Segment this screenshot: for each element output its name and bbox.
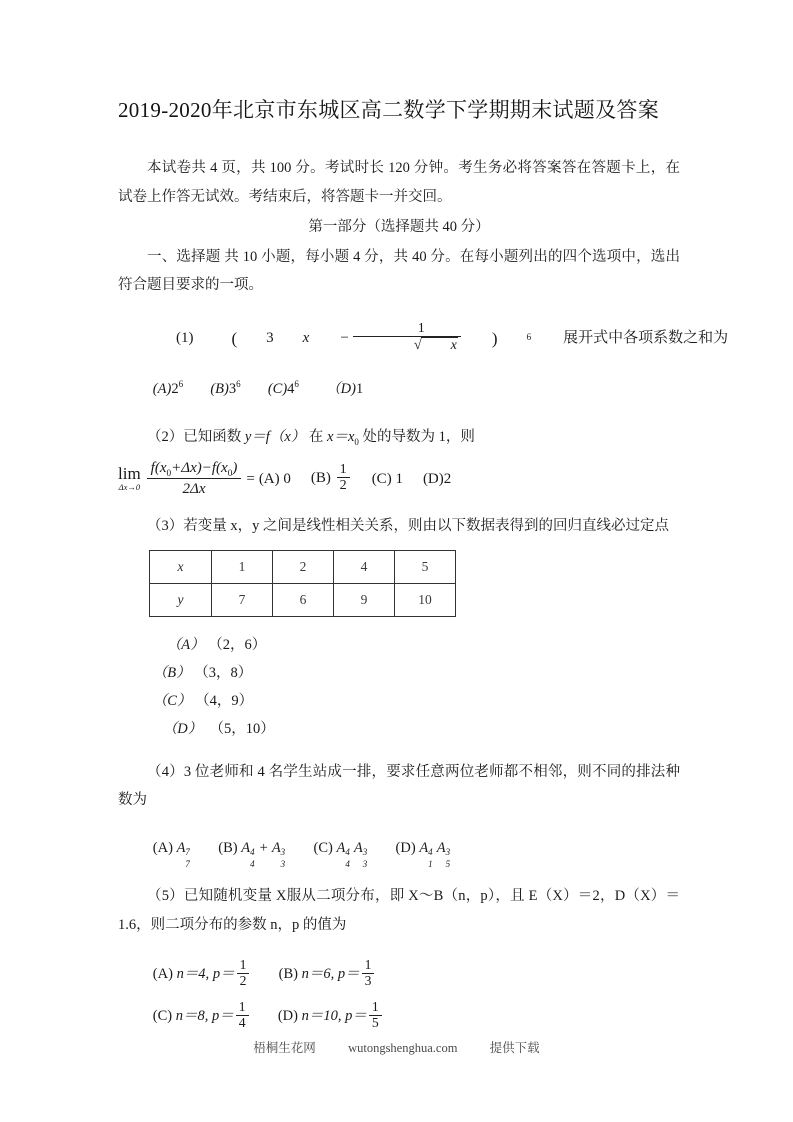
question-4-options <box>118 834 680 869</box>
limit-operator <box>118 465 141 492</box>
question-1-frac-numerator: 1 <box>353 321 461 337</box>
question-5-option-b[interactable]: (B) n＝6, p＝ $\frac{1}{3}$ <box>279 966 377 982</box>
table-cell-y2: 6 <box>273 583 334 616</box>
question-2-option-d[interactable]: (D)2 <box>422 470 452 487</box>
question-1-option-c[interactable]: $(C)4^6$ <box>267 378 299 397</box>
question-1-expression: (1) ( 3 x − $\frac{1}{√ x}$ ) 6 展开式中各项系数之和为 <box>147 322 728 355</box>
table-cell-x2: 2 <box>273 550 334 583</box>
question-3-option-c[interactable]: （C） （4，9） <box>152 693 254 710</box>
question-1-coefficient: 3 <box>266 329 274 346</box>
question-1-number: (1) <box>176 329 194 346</box>
table-cell-x4: 5 <box>395 550 456 583</box>
question-5-stem: （5）已知随机变量 X服从二项分布，即 X～B（n，p），且 E（X）＝2，D（X）＝1.6，则二项分布的参数 n，p 的值为 <box>118 888 680 933</box>
question-2-option-c[interactable]: (C) 1 <box>371 470 403 487</box>
page-footer <box>0 1038 793 1056</box>
question-2-tail: 处的导数为 1，则 <box>358 429 475 446</box>
limit-op-label: lim <box>118 464 141 484</box>
question-3-option-a[interactable]: （A） （2，6） <box>166 636 267 653</box>
question-2-option-b[interactable]: (B) $\frac{1}{2}$ <box>311 463 352 494</box>
question-5-option-a[interactable]: (A) n＝4, p＝ $\frac{1}{2}$ <box>153 966 252 982</box>
limit-denominator: 2Δx <box>182 481 206 498</box>
limit-fraction <box>147 459 242 498</box>
page-title: 2019-2020年北京市东城区高二数学下学期期末试题及答案 <box>118 98 659 122</box>
question-1-option-d[interactable]: （D)1 <box>326 380 364 397</box>
question-3-stem: （3）若变量 x，y 之间是线性相关关系，则由以下数据表得到的回归直线必过定点 <box>147 518 669 535</box>
document-content <box>118 96 729 1032</box>
question-5-option-d[interactable]: (D) n＝10, p＝ $\frac{1}{5}$ <box>278 1008 384 1024</box>
table-row <box>150 550 456 583</box>
question-1-open-paren: ( <box>231 328 238 348</box>
question-1-stem <box>118 319 729 355</box>
footer-action: 提供下载 <box>489 1041 540 1055</box>
question-3-option-b[interactable]: （B） （3，8） <box>152 664 253 681</box>
question-4-option-a[interactable]: (A) A 7 7 <box>152 840 190 869</box>
table-cell-x3: 4 <box>334 550 395 583</box>
limit-equals: = <box>246 470 255 487</box>
question-1-minus: − <box>340 329 349 346</box>
question-2-option-a[interactable]: (A) 0 <box>258 470 291 487</box>
question-4-option-d[interactable]: (D) A 4 1 A 3 5 <box>395 840 451 869</box>
sqrt-icon: √ x <box>413 337 457 354</box>
question-1-fraction <box>353 321 461 353</box>
table-cell-y3: 9 <box>334 583 395 616</box>
section-intro: 一、选择题 共 10 小题，每小题 4 分，共 40 分。在每小题列出的四个选项中，选出符合题目要求的一项。 <box>118 249 680 294</box>
question-2-function: y＝f（x） <box>244 429 306 446</box>
table-row-label-x: x <box>150 550 212 583</box>
part-heading: 第一部分（选择题共 40 分） <box>308 218 490 235</box>
question-1-option-a[interactable]: $(A)2^6$ <box>152 378 184 397</box>
question-2-limit-expression <box>118 459 680 498</box>
question-2-stem <box>118 423 680 451</box>
question-1-option-b[interactable]: $(B)3^6$ <box>210 378 241 397</box>
table-row-label-y: y <box>150 583 212 616</box>
footer-site-url[interactable]: wutongshenghua.com <box>348 1041 458 1055</box>
question-3-option-d[interactable]: （D） （5，10） <box>162 721 275 738</box>
table-row <box>150 583 456 616</box>
question-5-options <box>118 956 680 1032</box>
question-1-options <box>118 375 680 403</box>
question-4-option-b[interactable]: (B) A 4 4 + A 3 3 <box>218 840 286 869</box>
question-1-frac-denominator <box>353 337 461 353</box>
question-1-close-paren: ) <box>491 328 498 348</box>
question-2-point: x＝x <box>327 429 355 446</box>
question-2-mid: 在 <box>305 429 328 446</box>
limit-numerator: $f(x_0+\Delta x)-f(x_0)$ <box>147 459 242 479</box>
question-4-stem: （4）3 位老师和 4 名学生站成一排，要求任意两位老师都不相邻，则不同的排法种数为 <box>118 763 680 808</box>
question-4-option-c[interactable]: (C) A 4 4 A 3 3 <box>313 840 368 869</box>
question-1-sqrt-var: x <box>421 337 458 353</box>
question-3-options <box>118 631 680 744</box>
question-5 <box>118 882 680 1031</box>
regression-data-table <box>149 550 456 617</box>
question-3 <box>118 512 680 743</box>
footer-site-name: 梧桐生花网 <box>253 1041 316 1055</box>
question-1-text: 展开式中各项系数之和为 <box>563 329 729 346</box>
question-2-point-sub: 0 <box>354 436 359 447</box>
question-4 <box>118 758 680 869</box>
question-5-option-c[interactable]: (C) n＝8, p＝ $\frac{1}{4}$ <box>153 1008 251 1024</box>
question-1 <box>118 319 729 403</box>
question-2 <box>118 423 680 498</box>
table-cell-y1: 7 <box>212 583 273 616</box>
limit-sub-label: Δx→0 <box>118 482 141 493</box>
table-cell-y4: 10 <box>395 583 456 616</box>
exam-instructions: 本试卷共 4 页，共 100 分。考试时长 120 分钟。考生务必将答案答在答题卡上，在试卷上作答无试效。考结束后，将答题卡一并交回。 <box>118 160 680 205</box>
table-cell-x1: 1 <box>212 550 273 583</box>
question-1-variable: x <box>302 329 310 346</box>
question-2-lead: （2）已知函数 <box>147 429 245 446</box>
